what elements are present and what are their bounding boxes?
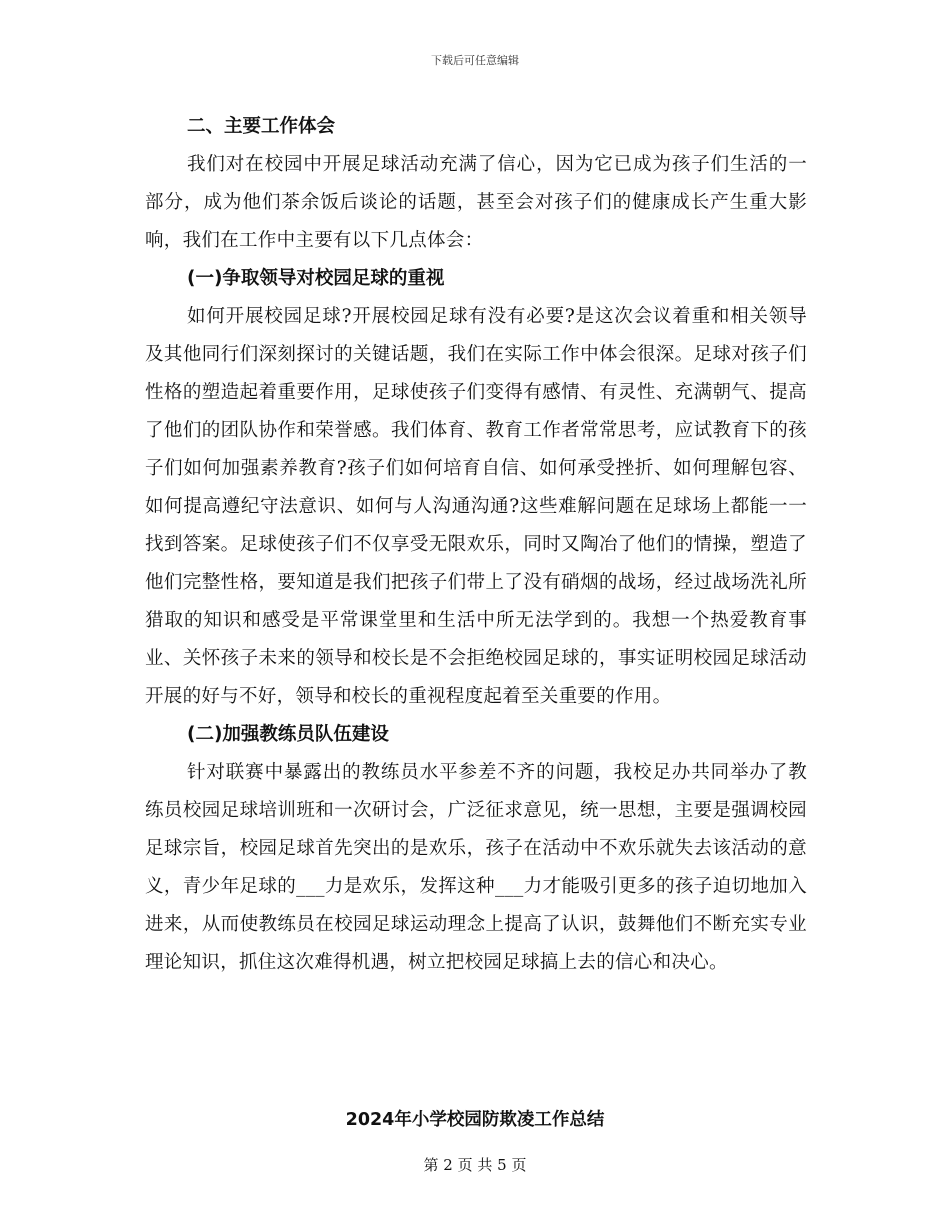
next-document-title: 2024年小学校园防欺凌工作总结: [345, 1110, 605, 1130]
page-header-note: 下载后可任意编辑: [431, 54, 519, 67]
document-body: [145, 108, 807, 982]
paragraph-leadership: 如何开展校园足球?开展校园足球有没有必要?是这次会议着重和相关领导及其他同行们深刻探讨的关键话题，我们在实际工作中体会很深。足球对孩子们性格的塑造起着重要作用，足球使孩子们变得有感情、有灵性、充满朝气、提高了他们的团队协作和荣誉感。我们体育、教育工作者常常思考，应试教育下的孩子们如何加强素养教育?孩子们如何培育自信、如何承受挫折、如何理解包容、如何提高遵纪守法意识、如何与人沟通沟通?这些难解问题在足球场上都能一一找到答案。足球使孩子们不仅享受无限欢乐，同时又陶冶了他们的情操，塑造了他们完整性格，要知道是我们把孩子们带上了没有硝烟的战场，经过战场洗礼所猎取的知识和感受是平常课堂里和生活中所无法学到的。我想一个热爱教育事业、关怀孩子未来的领导和校长是不会拒绝校园足球的，事实证明校园足球活动开展的好与不好，领导和校长的重视程度起着至关重要的作用。: [145, 306, 807, 707]
page-number: 第 2 页 共 5 页: [423, 1156, 527, 1174]
section-heading: 二、主要工作体会: [187, 116, 336, 137]
subsection-heading-2: (二)加强教练员队伍建设: [187, 724, 389, 745]
paragraph-intro: 我们对在校园中开展足球活动充满了信心，因为它已成为孩子们生活的一部分，成为他们茶余饭后谈论的话题，甚至会对孩子们的健康成长产生重大影响，我们在工作中主要有以下几点体会：: [145, 154, 807, 251]
paragraph-coaches: 针对联赛中暴露出的教练员水平参差不齐的问题，我校足办共同举办了教练员校园足球培训班和一次研讨会，广泛征求意见，统一思想，主要是强调校园足球宗旨，校园足球首先突出的是欢乐，孩子在活动中不欢乐就失去该活动的意义，青少年足球的___力是欢乐，发挥这种___力才能吸引更多的孩子迫切地加入进来，从而使教练员在校园足球运动理念上提高了认识，鼓舞他们不断充实专业理论知识，抓住这次难得机遇，树立把校园足球搞上去的信心和决心。: [145, 762, 807, 973]
subsection-heading-1: (一)争取领导对校园足球的重视: [187, 268, 445, 289]
